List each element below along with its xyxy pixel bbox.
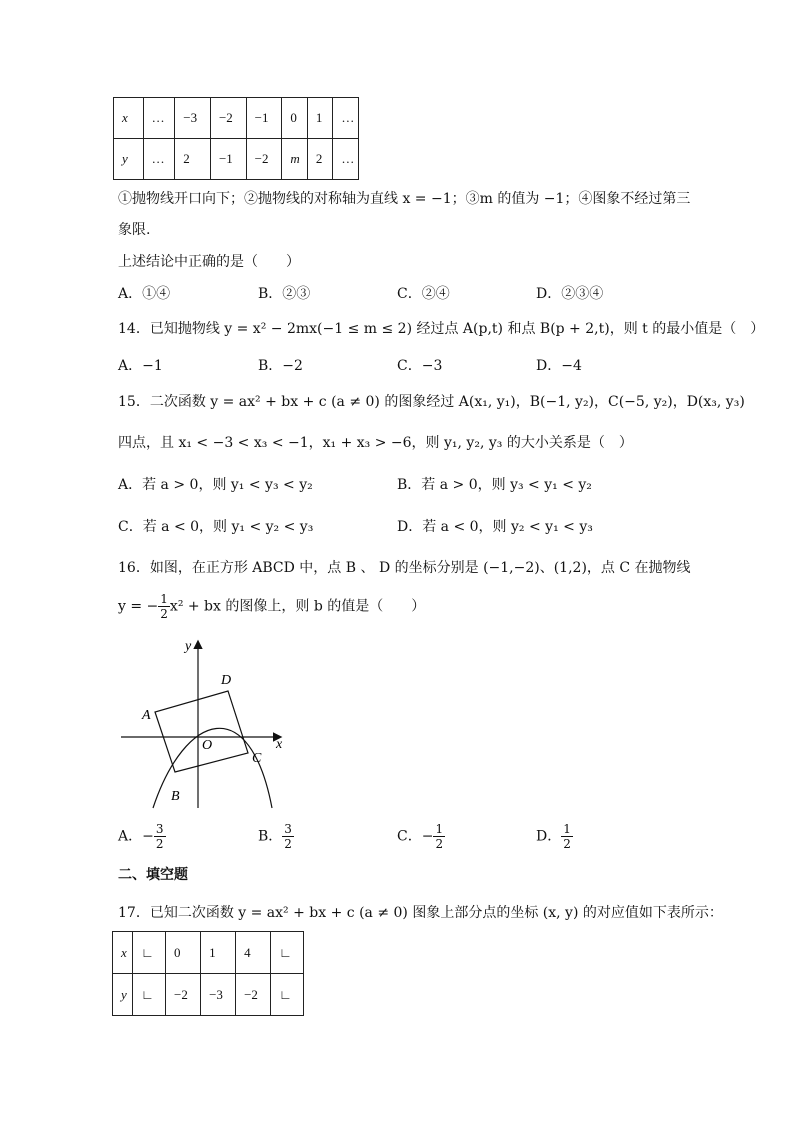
fraction-numerator: 1 (160, 592, 168, 606)
option-label: B． (258, 828, 283, 845)
option-fraction (561, 822, 573, 851)
q13-option-c[interactable]: C．②④ (397, 286, 450, 302)
table-cell: 1 (307, 98, 333, 139)
table-cell: −2 (236, 974, 271, 1016)
table-cell: −1 (246, 98, 282, 139)
table-row (114, 139, 359, 180)
label-d: D (221, 673, 232, 688)
q13-prompt: 上述结论中正确的是（ ） (118, 254, 300, 270)
option-sign: − (421, 828, 434, 845)
q16-option-a[interactable] (118, 822, 166, 851)
q16-option-b[interactable] (258, 822, 294, 851)
q14-option-b[interactable]: B．−2 (258, 358, 303, 374)
q15-question: 15．二次函数 y = ax² + bx + c (a ≠ 0) 的图象经过 A(x₁, y₁)，B(−1, y₂)，C(−5, y₂)，D(x₃, y₃) (118, 394, 745, 410)
fraction-numerator: 1 (435, 822, 444, 836)
table-cell: −3 (201, 974, 236, 1016)
fraction-denominator: 2 (155, 837, 164, 851)
table-row (113, 974, 304, 1016)
q14-option-c[interactable]: C．−3 (397, 358, 443, 374)
table-cell: y (113, 974, 133, 1016)
q16-option-d[interactable] (536, 822, 573, 851)
q14-option-d[interactable]: D．−4 (536, 358, 582, 374)
q13-option-a[interactable]: A．①④ (118, 286, 171, 302)
table-cell: −2 (246, 139, 282, 180)
table-cell: 4 (236, 932, 271, 974)
label-a: A (142, 708, 151, 723)
table-cell: −2 (210, 98, 246, 139)
q14-question: 14．已知抛物线 y = x² − 2mx(−1 ≤ m ≤ 2) 经过点 A(p,t) 和点 B(p + 2,t)，则 t 的最小值是（ ） (118, 321, 765, 337)
table-cell: 0 (282, 98, 308, 139)
section-title: 二、填空题 (118, 867, 188, 883)
option-sign: − (142, 828, 154, 845)
table-cell: 1 (201, 932, 236, 974)
q16-option-c[interactable] (397, 822, 445, 851)
value-table-2 (112, 931, 304, 1016)
table-cell: x (114, 98, 144, 139)
q16-equation-prefix: y = − (118, 598, 159, 615)
q13-statements: ①抛物线开口向下；②抛物线的对称轴为直线 x = −1；③m 的值为 −1；④图象不经过第三 (118, 191, 691, 207)
table-cell: m (282, 139, 308, 180)
q13-option-b[interactable]: B．②③ (258, 286, 311, 302)
option-fraction (433, 822, 445, 851)
table-cell: … (333, 139, 359, 180)
label-o: O (202, 738, 213, 753)
q13-statements-cont: 象限. (118, 222, 151, 238)
q16-equation-fraction (158, 592, 170, 621)
fraction-denominator: 2 (563, 837, 571, 851)
option-fraction (282, 822, 294, 851)
q14-option-a[interactable]: A．−1 (118, 358, 163, 374)
q13-option-d[interactable]: D．②③④ (536, 286, 604, 302)
q15-option-c[interactable]: C．若 a < 0，则 y₁ < y₂ < y₃ (118, 519, 314, 535)
table-cell: y (114, 139, 144, 180)
label-b: B (171, 789, 180, 804)
table-cell: x (113, 932, 133, 974)
q15-option-d[interactable]: D．若 a < 0，则 y₂ < y₁ < y₃ (397, 519, 593, 535)
q15-question-cont: 四点，且 x₁ < −3 < x₃ < −1，x₁ + x₃ > −6，则 y₁, y₂, y₃ 的大小关系是（ ） (118, 435, 633, 451)
fraction-denominator: 2 (435, 837, 444, 851)
fraction-numerator: 1 (563, 822, 571, 836)
option-label: C． (397, 828, 422, 845)
table-cell: −1 (210, 139, 246, 180)
table-cell: −3 (175, 98, 211, 139)
table-row (113, 932, 304, 974)
label-x: x (276, 737, 283, 752)
table-cell: ∟ (133, 974, 166, 1016)
label-y: y (185, 639, 192, 654)
fraction-numerator: 3 (155, 822, 164, 836)
fraction-denominator: 2 (160, 607, 168, 621)
q15-option-a[interactable]: A．若 a > 0，则 y₁ < y₃ < y₂ (118, 477, 313, 493)
table-cell: 0 (166, 932, 201, 974)
q15-option-b[interactable]: B．若 a > 0，则 y₃ < y₁ < y₂ (397, 477, 592, 493)
q16-figure (115, 632, 295, 812)
fraction-numerator: 3 (284, 822, 292, 836)
q17-question: 17．已知二次函数 y = ax² + bx + c (a ≠ 0) 图象上部分点的坐标 (x, y) 的对应值如下表所示： (118, 905, 723, 921)
table-cell: −2 (166, 974, 201, 1016)
table-row (114, 98, 359, 139)
option-label: A． (118, 828, 143, 845)
fraction-denominator: 2 (284, 837, 292, 851)
q16-question-cont (118, 592, 425, 621)
table-cell: 2 (175, 139, 211, 180)
option-fraction (154, 822, 166, 851)
table-cell: ∟ (271, 932, 304, 974)
q16-question: 16．如图，在正方形 ABCD 中，点 B 、 D 的坐标分别是 (−1,−2)、(1,2)，点 C 在抛物线 (118, 560, 691, 576)
table-cell: … (143, 98, 175, 139)
label-c: C (252, 751, 262, 766)
value-table-1 (113, 97, 359, 180)
table-cell: 2 (307, 139, 333, 180)
table-cell: … (143, 139, 175, 180)
table-cell: ∟ (133, 932, 166, 974)
table-cell: … (333, 98, 359, 139)
q16-equation-suffix: x² + bx 的图像上，则 b 的值是（ ） (169, 598, 426, 615)
table-cell: ∟ (271, 974, 304, 1016)
option-label: D． (536, 828, 562, 845)
